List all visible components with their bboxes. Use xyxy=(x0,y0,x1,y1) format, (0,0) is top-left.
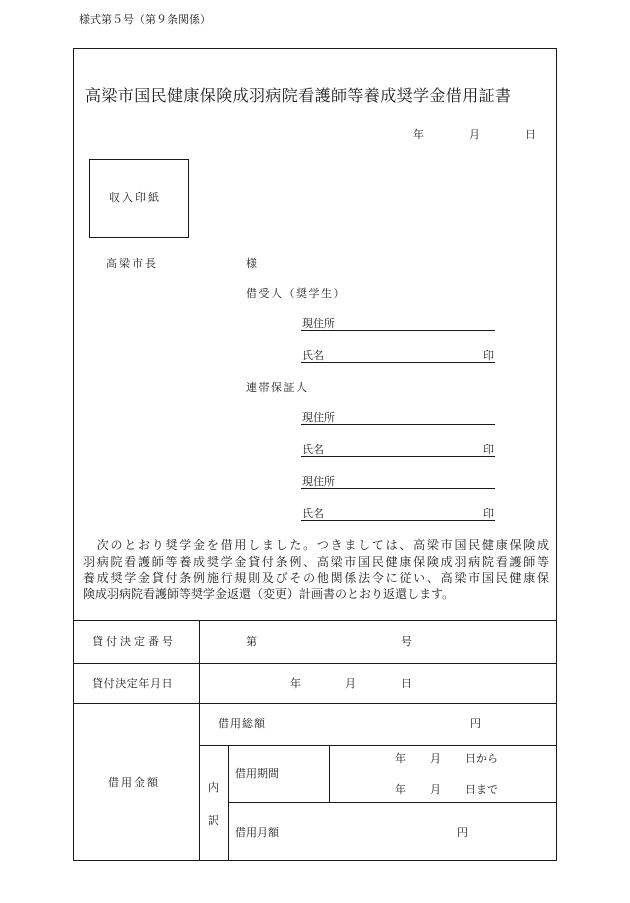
guarantor-2-address-line xyxy=(301,488,495,489)
guarantor-1-name-label: 氏名 xyxy=(302,443,324,456)
borrower-name-line xyxy=(301,362,495,363)
guarantor-2-seal-mark: 印 xyxy=(483,507,494,520)
statement-line-4: 険成羽病院看護師等奨学金返還（変更）計画書のとおり返還します。 xyxy=(83,587,455,601)
loan-total-unit: 円 xyxy=(470,717,481,730)
loan-monthly-unit: 円 xyxy=(457,826,468,839)
guarantor-2-name-line xyxy=(301,520,495,521)
borrower-address-line xyxy=(301,330,495,331)
table-label-divider xyxy=(199,620,200,861)
decision-date-month: 月 xyxy=(345,677,356,690)
borrower-seal-mark: 印 xyxy=(483,349,494,362)
form-number: 様式第５号（第９条関係） xyxy=(79,13,211,26)
decision-date-label: 貸付決定年月日 xyxy=(92,677,174,690)
table-top-rule xyxy=(73,620,557,621)
guarantor-1-name-line xyxy=(301,456,495,457)
statement-line-1: 次のとおり奨学金を借用しました。つきましては、高梁市国民健康保険成 xyxy=(83,538,549,552)
guarantor-1-address-label: 現住所 xyxy=(302,411,335,424)
borrower-address-label: 現住所 xyxy=(302,317,335,330)
breakdown-label-char-1: 内 xyxy=(208,781,219,794)
guarantor-1-seal-mark: 印 xyxy=(483,443,494,456)
guarantor-1-address-line xyxy=(301,424,495,425)
date-month-label: 月 xyxy=(469,128,480,141)
date-day-label: 日 xyxy=(525,128,536,141)
table-period-divider xyxy=(329,745,330,802)
period-from-month: 月 xyxy=(430,752,441,765)
breakdown-label-char-2: 訳 xyxy=(208,814,219,827)
table-period-rule xyxy=(228,802,557,803)
table-row-rule-2 xyxy=(73,703,557,704)
decision-number-label: 貸付決定番号 xyxy=(92,635,176,648)
period-to-year: 年 xyxy=(395,783,406,796)
table-breakdown-divider xyxy=(228,745,229,861)
revenue-stamp-label: 収入印紙 xyxy=(109,191,161,204)
guarantor-2-name-label: 氏名 xyxy=(302,507,324,520)
addressee-name: 高梁市長 xyxy=(106,257,158,270)
decision-date-year: 年 xyxy=(290,677,301,690)
statement-line-3: 養成奨学金貸付条例施行規則及びその他関係法令に従い、高梁市国民健康保 xyxy=(83,571,549,585)
statement-line-2: 羽病院看護師等養成奨学金貸付条例、高梁市国民健康保険成羽病院看護師等 xyxy=(83,555,549,569)
decision-date-day: 日 xyxy=(401,677,412,690)
table-row-rule-1 xyxy=(73,663,557,664)
table-total-rule xyxy=(199,745,557,746)
date-year-label: 年 xyxy=(413,128,424,141)
period-from-year: 年 xyxy=(395,752,406,765)
guarantor-heading: 連帯保証人 xyxy=(246,381,309,394)
addressee-honorific: 様 xyxy=(246,257,257,270)
decision-number-prefix: 第 xyxy=(246,635,257,648)
guarantor-2-address-label: 現住所 xyxy=(302,475,335,488)
decision-number-suffix: 号 xyxy=(401,635,412,648)
loan-total-label: 借用総額 xyxy=(218,717,266,730)
loan-amount-label: 借用金額 xyxy=(108,776,160,789)
document-title: 高梁市国民健康保険成羽病院看護師等養成奨学金借用証書 xyxy=(85,86,512,105)
period-to-month: 月 xyxy=(430,783,441,796)
borrower-name-label: 氏名 xyxy=(302,349,324,362)
period-to-day: 日まで xyxy=(465,783,498,796)
period-from-day: 日から xyxy=(465,752,498,765)
loan-monthly-label: 借用月額 xyxy=(235,826,279,839)
borrower-heading: 借受人（奨学生） xyxy=(246,287,346,300)
loan-period-label: 借用期間 xyxy=(235,767,279,780)
